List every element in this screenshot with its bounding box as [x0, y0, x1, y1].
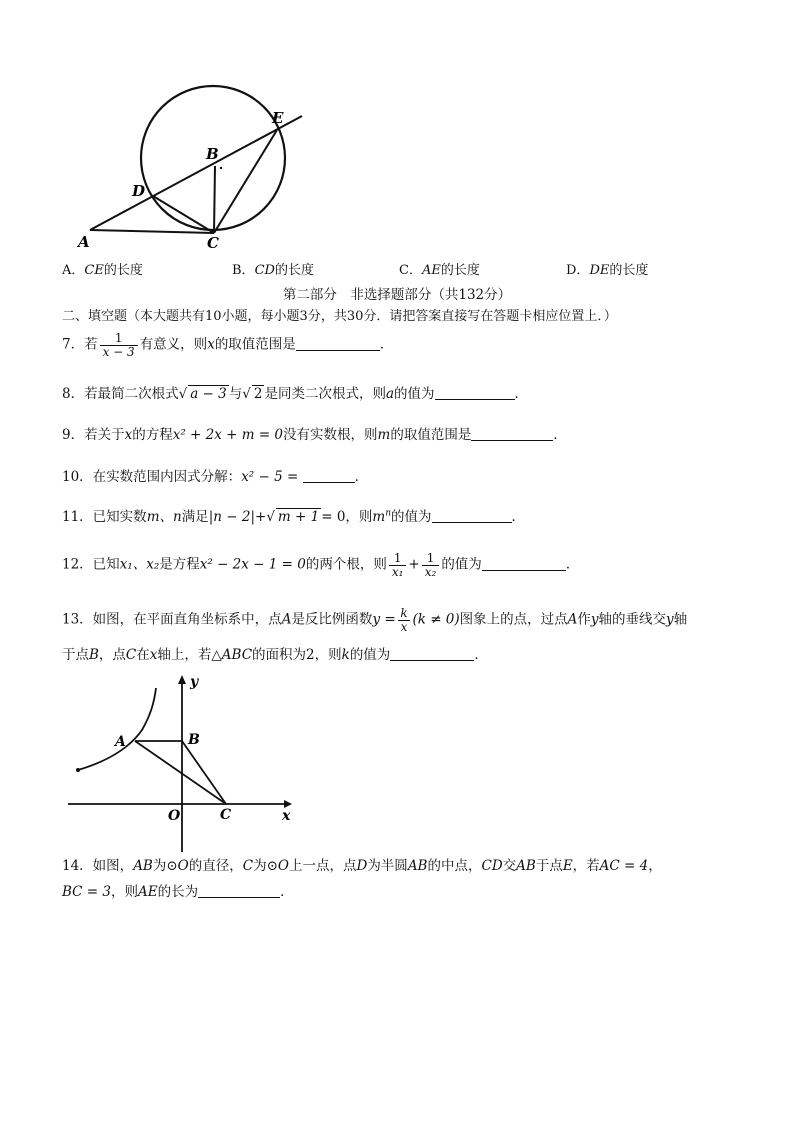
- question-14-line-1: 14．如图，AB为⊙O的直径，C为⊙O上一点，点D为半圆AB的中点，CD交AB于点E，若AC = 4，: [62, 858, 662, 874]
- q13-fraction: $\frac{k}{x}$: [398, 607, 411, 633]
- answer-blank-8[interactable]: [435, 386, 515, 400]
- label-b: B: [206, 145, 219, 163]
- part2-title: 第二部分 非选择题部分（共132分）: [282, 287, 512, 303]
- q12-fraction-2: $\frac{1}{\text{x₂}}$: [422, 552, 440, 578]
- secant-line-ae: [90, 116, 302, 230]
- curve-endpoint: [76, 768, 80, 772]
- x-axis-arrow: [284, 800, 292, 808]
- figure-coordinate-plane: [60, 670, 310, 855]
- question-9: 9．若关于x的方程x² + 2x + m = 0没有实数根，则m的取值范围是 ．: [62, 427, 567, 443]
- segment-bc: [214, 166, 215, 233]
- section2-header: 二、填空题（本大题共有10小题，每小题3分，共30分．请把答案直接写在答题卡相应位置上．）: [62, 309, 617, 324]
- q12-fraction-1: $\frac{1}{\text{x₁}}$: [389, 552, 407, 578]
- answer-blank-9[interactable]: [471, 427, 553, 441]
- label-e: E: [272, 109, 284, 127]
- answer-blank-11[interactable]: [432, 509, 512, 523]
- label-y: y: [190, 674, 199, 690]
- option-a[interactable]: A．CE的长度: [62, 263, 143, 278]
- hyperbola-branch: [78, 688, 156, 770]
- question-7: 7．若 $\frac{1}{x - 3}$ 有意义，则x的取值范围是 ．: [62, 331, 394, 359]
- q7-fraction: $\frac{1}{x - 3}$: [100, 332, 138, 358]
- label-c: C: [207, 234, 219, 252]
- question-13-line-2: 于点B，点C在x轴上，若△ABC的面积为2，则k的值为 ．: [62, 647, 488, 663]
- answer-blank-13[interactable]: [390, 647, 474, 661]
- label-o: O: [168, 808, 181, 824]
- label-a: A: [78, 233, 90, 251]
- answer-blank-14[interactable]: [198, 884, 280, 898]
- question-11: 11．已知实数m、n满足|n − 2|+√ m + 1 = 0，则$m^n$的值为 ．: [62, 508, 526, 525]
- figure-circle-secant: [70, 70, 320, 255]
- question-14-line-2: BC = 3，则AE的长为 ．: [62, 884, 294, 900]
- dot: [220, 167, 222, 169]
- segment-dc: [153, 196, 214, 233]
- option-c[interactable]: C．AE的长度: [399, 263, 480, 278]
- label-c: C: [220, 807, 232, 823]
- y-axis-arrow: [178, 675, 186, 684]
- segment-bc: [182, 741, 226, 804]
- label-d: D: [132, 182, 146, 200]
- question-13-line-1: 13．如图，在平面直角坐标系中，点A是反比例函数y = $\frac{k}{x}$ (k ≠ 0)图象上的点，过点A作y轴的垂线交y轴: [62, 606, 688, 634]
- label-a: A: [115, 734, 126, 750]
- option-b[interactable]: B．CD的长度: [232, 263, 314, 278]
- question-12: 12．已知x₁、x₂是方程x² − 2x − 1 = 0的两个根，则 $\frac{1}{\text{x₁}}$ + $\frac{1}{\text{x₂}}$ 的值为 ．: [62, 551, 580, 579]
- answer-blank-7[interactable]: [296, 337, 380, 351]
- question-10: 10．在实数范围内因式分解：x² − 5 = ．: [62, 469, 369, 485]
- answer-blank-10[interactable]: [303, 469, 355, 483]
- segment-ac: [90, 230, 214, 233]
- answer-blank-12[interactable]: [482, 557, 566, 571]
- label-x: x: [282, 808, 291, 824]
- segment-ac: [135, 741, 226, 804]
- label-b: B: [188, 732, 200, 748]
- question-8: 8．若最简二次根式√ a − 3 与√ 2 是同类二次根式，则a的值为 ．: [62, 386, 529, 402]
- option-d[interactable]: D．DE的长度: [566, 263, 649, 278]
